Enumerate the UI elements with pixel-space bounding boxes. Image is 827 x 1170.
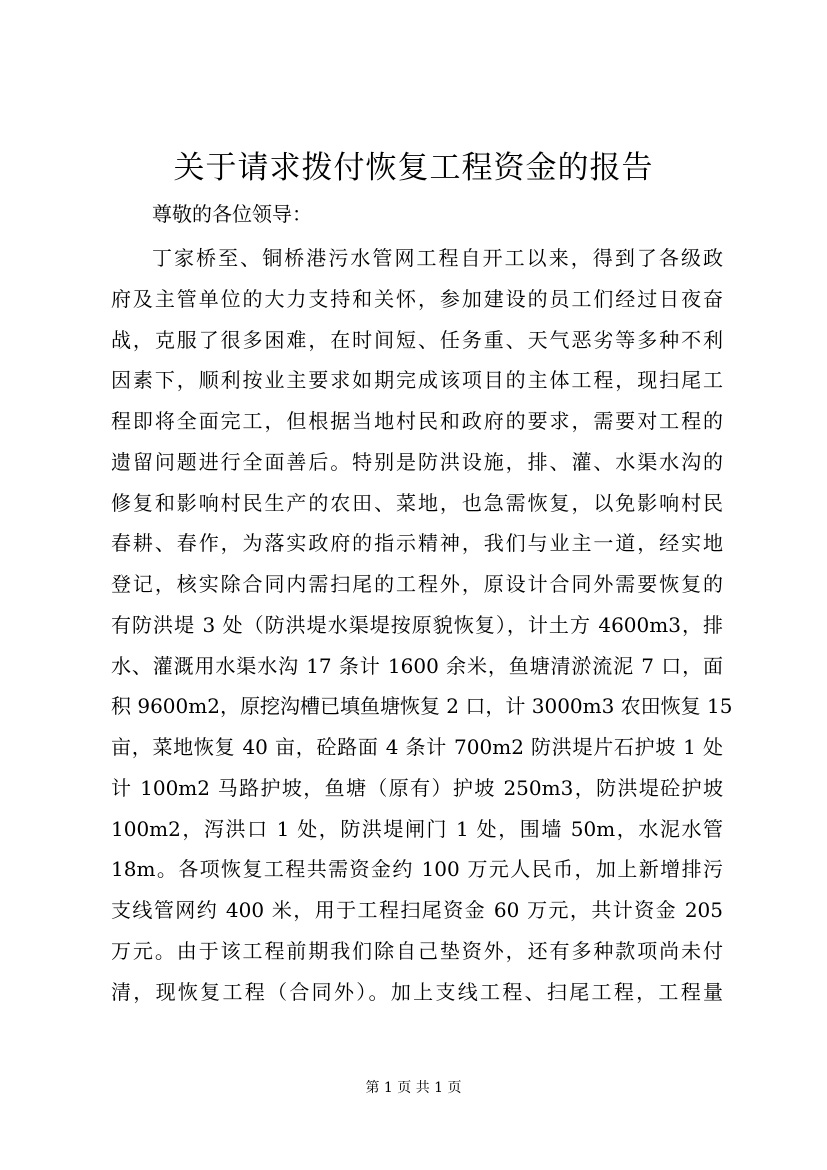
body-line: 战，克服了很多困难，在时间短、任务重、天气恶劣等多种不利 xyxy=(111,327,723,352)
body-line: 计 100m2 马路护坡，鱼塘（原有）护坡 250m3，防洪堤砼护坡 xyxy=(111,775,723,800)
body-line: 支线管网约 400 米，用于工程扫尾资金 60 万元，共计资金 205 xyxy=(111,898,723,922)
document-title: 关于请求拨付恢复工程资金的报告 xyxy=(173,150,654,186)
body-line: 春耕、春作，为落实政府的指示精神，我们与业主一道，经实地 xyxy=(111,531,723,556)
body-paragraph xyxy=(111,238,733,1012)
body-line: 修复和影响村民生产的农田、菜地，也急需恢复，以免影响村民 xyxy=(111,490,723,515)
body-line: 清，现恢复工程（合同外）。加上支线工程、扫尾工程，工程量 xyxy=(111,979,723,1004)
body-line: 遗留问题进行全面善后。特别是防洪设施，排、灌、水渠水沟的 xyxy=(111,449,723,474)
body-line: 亩，菜地恢复 40 亩，砼路面 4 条计 700m2 防洪堤片石护坡 1 处 xyxy=(111,735,723,759)
body-line: 100m2，泻洪口 1 处，防洪堤闸门 1 处，围墙 50m，水泥水管 xyxy=(111,816,723,841)
body-line: 登记，核实除合同内需扫尾的工程外，原设计合同外需要恢复的 xyxy=(111,572,723,596)
body-line: 因素下，顺利按业主要求如期完成该项目的主体工程，现扫尾工 xyxy=(111,368,723,393)
body-line: 府及主管单位的大力支持和关怀，参加建设的员工们经过日夜奋 xyxy=(111,286,723,311)
body-line: 万元。由于该工程前期我们除自己垫资外，还有多种款项尚未付 xyxy=(111,938,723,963)
body-line: 程即将全面完工，但根据当地村民和政府的要求，需要对工程的 xyxy=(111,409,723,433)
page-number-footer: 第 1 页 共 1 页 xyxy=(365,1080,462,1096)
body-line: 积 9600m2，原挖沟槽已填鱼塘恢复 2 口，计 3000m3 农田恢复 15 xyxy=(111,694,733,719)
body-line: 有防洪堤 3 处（防洪堤水渠堤按原貌恢复），计土方 4600m3，排 xyxy=(111,612,723,637)
salutation: 尊敬的各位领导： xyxy=(152,202,312,226)
body-line: 水、灌溉用水渠水沟 17 条计 1600 余米，鱼塘清淤流泥 7 口，面 xyxy=(111,653,723,678)
body-line: 丁家桥至、铜桥港污水管网工程自开工以来，得到了各级政 xyxy=(152,246,723,270)
body-line: 18m。各项恢复工程共需资金约 100 万元人民币，加上新增排污 xyxy=(111,857,723,882)
